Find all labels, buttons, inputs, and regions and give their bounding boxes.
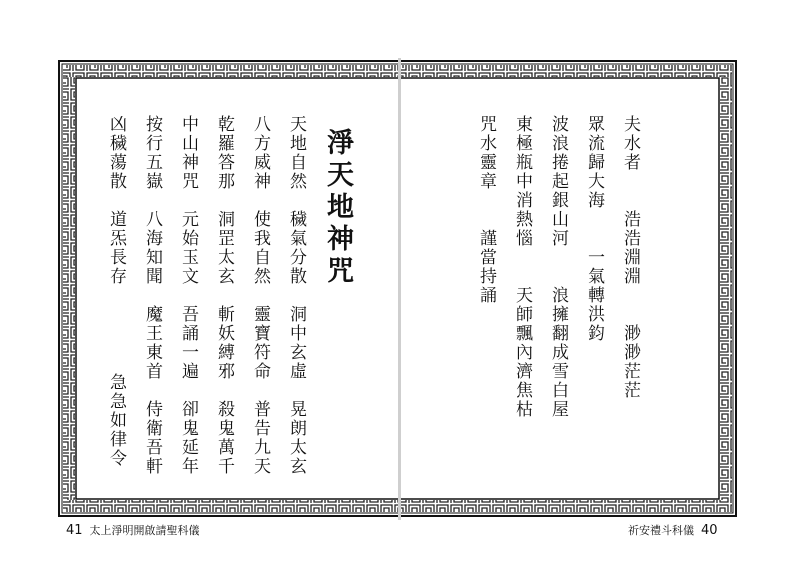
left-line-3: 乾羅答那 洞罡太玄 斬妖縛邪 殺鬼萬千 xyxy=(214,115,234,476)
closing-formula: 急急如律令 xyxy=(106,373,126,468)
right-line-3: 波浪捲起銀山河 浪擁翻成雪白屋 xyxy=(548,115,568,419)
left-page-number: 41 xyxy=(66,523,83,538)
right-page-number: 40 xyxy=(701,523,718,538)
left-footer xyxy=(66,522,200,538)
left-line-6: 凶穢蕩散 道炁長存 xyxy=(106,115,126,286)
page-gutter xyxy=(398,58,401,520)
incantation-title: 淨天地神咒 xyxy=(322,128,353,288)
right-footer xyxy=(628,522,718,538)
left-line-4: 中山神咒 元始玉文 吾誦一遍 卻鬼延年 xyxy=(178,115,198,476)
right-line-2: 眾流歸大海 一氣轉洪鈞 xyxy=(584,115,604,343)
left-line-2: 八方威神 使我自然 靈寶符命 普告九天 xyxy=(250,115,270,476)
right-line-4: 東極瓶中消熱惱 天師飄內濟焦枯 xyxy=(512,115,532,419)
right-line-5: 咒水靈章 謹當持誦 xyxy=(476,115,496,305)
left-book-title: 太上淨明開啟請聖科儀 xyxy=(89,524,200,537)
right-book-title: 祈安禮斗科儀 xyxy=(628,524,694,537)
left-line-5: 按行五嶽 八海知聞 魔王東首 侍衛吾軒 xyxy=(142,115,162,476)
left-line-1: 天地自然 穢氣分散 洞中玄虛 晃朗太玄 xyxy=(286,115,306,476)
right-line-1: 夫水者 浩浩淵淵 渺渺茫茫 xyxy=(620,115,640,400)
